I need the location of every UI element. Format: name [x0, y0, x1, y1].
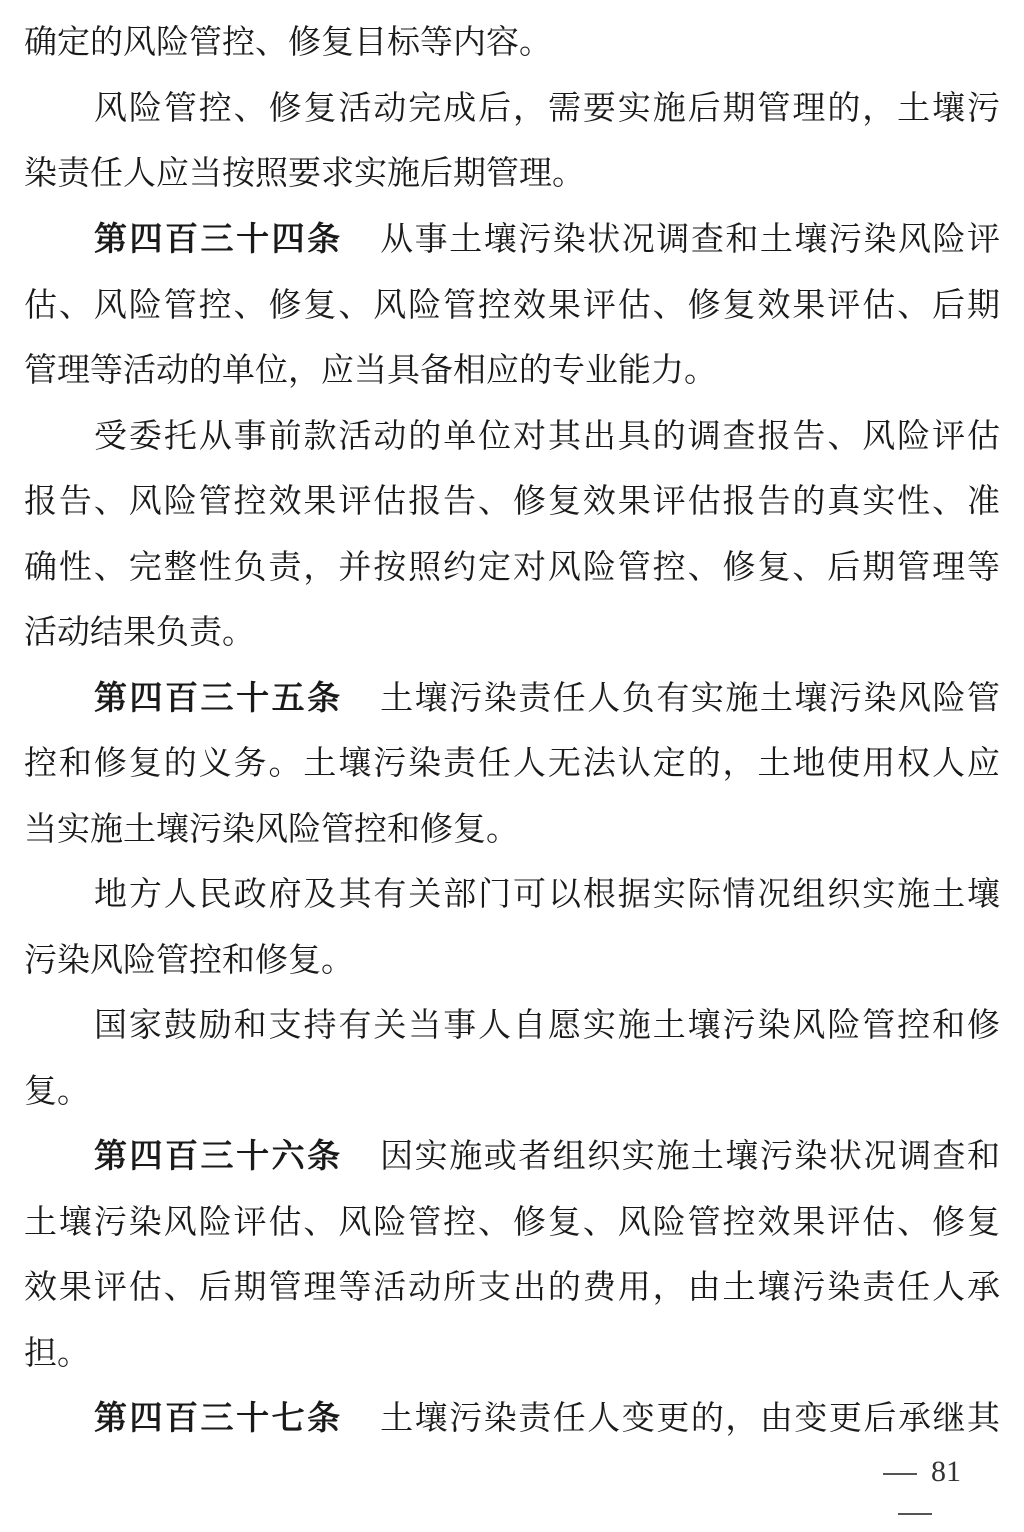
article-number: 第四百三十七条 [94, 1398, 343, 1437]
line-text: 确性、完整性负责，并按照约定对风险管控、修复、后期管理等 [24, 547, 1000, 586]
line-text: 从事土壤污染状况调查和土壤污染风险评 [378, 219, 1000, 258]
text-line [94, 1388, 1000, 1448]
text-line [24, 275, 1000, 335]
line-text: 国家鼓励和支持有关当事人自愿实施土壤污染风险管控和修 [94, 1005, 1000, 1044]
line-text: 土壤污染责任人变更的，由变更后承继其 [378, 1398, 1000, 1437]
line-text: 活动结果负责。 [24, 612, 255, 651]
text-line [24, 1323, 1000, 1383]
text-line [94, 995, 1000, 1055]
page-footer [840, 1452, 990, 1492]
line-text: 受委托从事前款活动的单位对其出具的调查报告、风险评估 [94, 416, 1000, 455]
dash-left [883, 1473, 917, 1475]
line-text: 因实施或者组织实施土壤污染状况调查和 [378, 1136, 1000, 1175]
line-text: 复。 [24, 1071, 90, 1110]
line-text: 控和修复的义务。土壤污染责任人无法认定的，土地使用权人应 [24, 743, 1000, 782]
text-line [24, 143, 1000, 203]
dash-right [898, 1513, 932, 1515]
text-line [94, 209, 1000, 269]
line-text: 估、风险管控、修复、风险管控效果评估、修复效果评估、后期 [24, 285, 1000, 324]
text-line [94, 1126, 1000, 1186]
text-line [24, 733, 1000, 793]
line-text: 确定的风险管控、修复目标等内容。 [24, 22, 552, 61]
text-line [94, 864, 1000, 924]
line-text: 风险管控、修复活动完成后，需要实施后期管理的，土壤污 [94, 88, 1000, 127]
line-text: 担。 [24, 1333, 90, 1372]
text-line [94, 78, 1000, 138]
text-line [94, 406, 1000, 466]
page-number: 81 [931, 1455, 961, 1488]
text-line [24, 471, 1000, 531]
line-text: 土壤污染责任人负有实施土壤污染风险管 [378, 678, 1000, 717]
text-line [24, 1061, 1000, 1121]
line-text: 污染风险管控和修复。 [24, 940, 354, 979]
line-text: 效果评估、后期管理等活动所支出的费用，由土壤污染责任人承 [24, 1267, 1000, 1306]
text-line [24, 799, 1000, 859]
article-number: 第四百三十五条 [94, 678, 343, 717]
text-line [24, 930, 1000, 990]
text-line [24, 1192, 1000, 1252]
article-number: 第四百三十四条 [94, 219, 343, 258]
line-text: 当实施土壤污染风险管控和修复。 [24, 809, 519, 848]
line-text: 报告、风险管控效果评估报告、修复效果评估报告的真实性、准 [24, 481, 1000, 520]
text-line [24, 1257, 1000, 1317]
text-line [24, 602, 1000, 662]
text-line [24, 537, 1000, 597]
line-text: 土壤污染风险评估、风险管控、修复、风险管控效果评估、修复 [24, 1202, 1000, 1241]
text-line [24, 12, 1000, 72]
line-text: 管理等活动的单位，应当具备相应的专业能力。 [24, 350, 717, 389]
text-line [94, 668, 1000, 728]
line-text: 染责任人应当按照要求实施后期管理。 [24, 153, 585, 192]
line-text: 地方人民政府及其有关部门可以根据实际情况组织实施土壤 [94, 874, 1000, 913]
text-line [24, 340, 1000, 400]
article-number: 第四百三十六条 [94, 1136, 343, 1175]
